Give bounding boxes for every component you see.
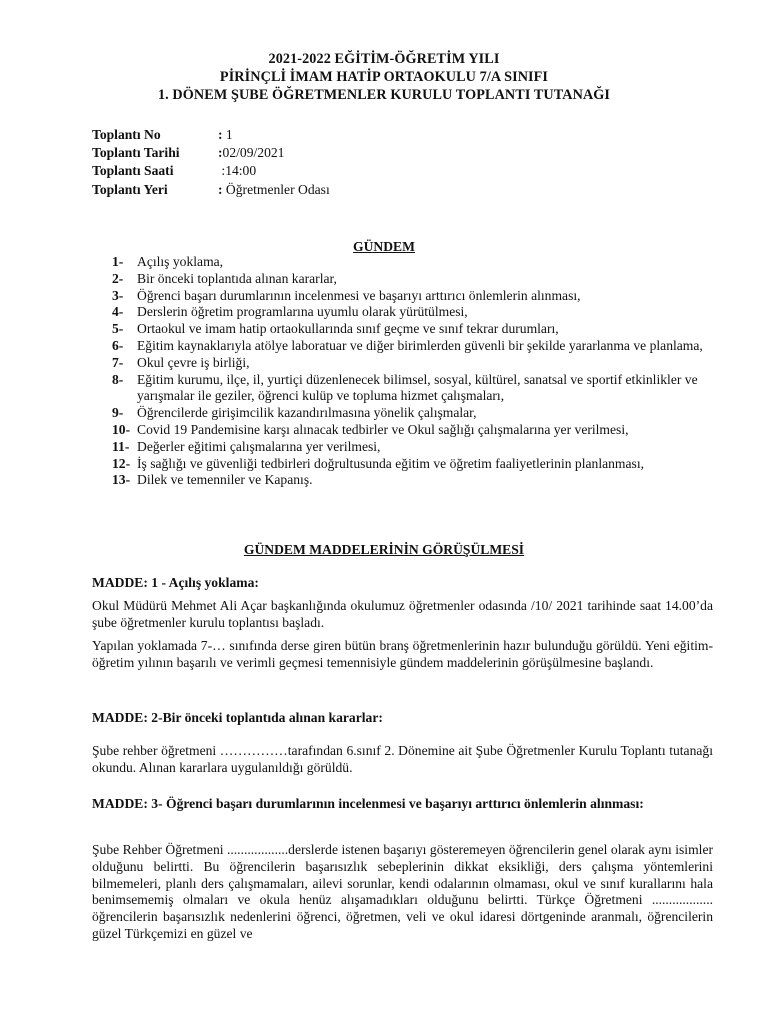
agenda-item [112,254,712,271]
agenda-item-text: Eğitim kaynaklarıyla atölye laboratuar ve diğer birimlerden güvenli bir şekilde yararlanma ve planlama, [137,337,703,353]
agenda-item-number: 2- [112,270,124,286]
meeting-info [92,126,330,199]
agenda-item [112,439,712,456]
meeting-date-sep: : [218,145,223,161]
agenda-item-number: 8- [112,371,124,387]
agenda-item-text: Derslerin öğretim programlarına uyumlu olarak yürütülmesi, [137,304,468,320]
meeting-info-row [92,144,330,162]
agenda-heading: GÜNDEM [353,239,415,254]
agenda-item [112,472,712,489]
agenda-item-text: Öğrencilerde girişimcilik kazandırılmasına yönelik çalışmalar, [137,405,477,421]
meeting-date-value: 02/09/2021 [222,145,285,161]
meeting-time-sep: : [218,163,226,179]
agenda-item-number: 13- [112,472,131,488]
agenda-item-number: 9- [112,405,124,421]
agenda-discussion-heading: GÜNDEM MADDELERİNİN GÖRÜŞÜLMESİ [243,542,525,557]
agenda-item-number: 10- [112,421,131,437]
meeting-date-label: Toplantı Tarihi [92,145,180,161]
header-school-name: PİRİNÇLİ İMAM HATİP ORTAOKULU 7/A SINIFI [219,69,549,85]
item2-paragraph-1: Şube rehber öğretmeni ……………tarafından 6.sınıf 2. Dönemine ait Şube Öğretmenler Kurulu Toplantı tutanağı okundu. Alınan kararlara uygulanıldığı görüldü. [92,743,713,775]
agenda-item [112,456,712,473]
agenda-item-text: Eğitim kurumu, ilçe, il, yurtiçi düzenlenecek bilimsel, sosyal, kültürel, sanatsal ve sportif etkinlikler ve yarışmalar ile geziler, öğrenci kulüp ve topluma hizmet çalışmaları, [137,371,698,404]
meeting-info-row [92,181,330,199]
meeting-no-sep: : [218,127,223,142]
meeting-no-value: 1 [222,127,233,142]
meeting-place-sep: : [218,181,223,197]
header-school-year: 2021-2022 EĞİTİM-ÖĞRETİM YILI [268,51,500,67]
agenda-item-number: 3- [112,287,124,303]
agenda-item-number: 11- [112,438,130,454]
meeting-place-label: Toplantı Yeri [92,181,168,197]
meeting-info-row [92,162,330,180]
meeting-time-label: Toplantı Saati [92,163,174,179]
agenda-item-text: Açılış yoklama, [137,254,224,269]
agenda-item [112,271,712,288]
agenda-item-text: Bir önceki toplantıda alınan kararlar, [137,270,337,286]
agenda-item-text: İş sağlığı ve güvenliği tedbirleri doğrultusunda eğitim ve öğretim faaliyetlerinin planlanması, [137,455,644,471]
agenda-item [112,422,712,439]
agenda-item-number: 1- [112,254,124,269]
agenda-item-number: 12- [112,455,131,471]
item1-paragraph-2: Yapılan yoklamada 7-… sınıfında derse giren bütün branş öğretmenlerinin hazır bulunduğu görüldü. Yeni eğitim-öğretim yılının başarılı ve verimli geçmesi temennisiyle gündem maddelerinin görüşülmesine başlandı. [92,638,713,670]
agenda-item [112,288,712,305]
item3-paragraph-1: Şube Rehber Öğretmeni ..................derslerde istenen başarıyı gösteremeyen öğrencilerin genel olarak aynı isimler olduğunu belirtti. Bu öğrencilerin başarısızlık sebeplerinin dikkat eksikliği, ders çalışma yöntemlerini bilmemeleri, planlı ders çalışmamaları, ailevi sorunlar, kendi odalarının olmaması, okul ve sınıf kurallarını hala benimsememiş olmaları ve okula henüz alışamadıkları olduğunu belirtti. Türkçe Öğretmeni .................. öğrencilerin başarısızlık nedenlerini öğrenci, öğretmen, veli ve okul idaresi dörtgeninde aranmalı, öğrencilerin güzel Türkçemizi en güzel ve [92,842,713,941]
agenda-item-number: 6- [112,337,124,353]
agenda-item-number: 4- [112,304,124,320]
agenda-item [112,405,712,422]
agenda-item-text: Öğrenci başarı durumlarının incelenmesi ve başarıyı arttırıcı önlemlerin alınması, [137,287,581,303]
meeting-place-value: Öğretmenler Odası [222,181,330,197]
document-header [0,50,768,104]
agenda-item-text: Dilek ve temenniler ve Kapanış. [137,472,313,488]
agenda-item-number: 7- [112,354,124,370]
meeting-time-value: 14:00 [225,163,257,179]
item2-title: MADDE: 2-Bir önceki toplantıda alınan kararlar: [92,710,383,725]
agenda-item-text: Değerler eğitimi çalışmalarına yer verilmesi, [137,438,381,454]
item1-title: MADDE: 1 - Açılış yoklama: [92,575,259,590]
item1-paragraph-1: Okul Müdürü Mehmet Ali Açar başkanlığında okulumuz öğretmenler odasında /10/ 2021 tarihinde saat 14.00’da şube öğretmenler kurulu toplantısı başladı. [92,598,713,630]
header-document-title: 1. DÖNEM ŞUBE ÖĞRETMENLER KURULU TOPLANTI TUTANAĞI [157,87,611,103]
meeting-no-label: Toplantı No [92,127,161,142]
agenda-item [112,372,712,406]
agenda-item [112,304,712,321]
agenda-item-text: Covid 19 Pandemisine karşı alınacak tedbirler ve Okul sağlığı çalışmalarına yer verilmesi, [137,421,629,437]
agenda-list [112,254,712,489]
agenda-item-number: 5- [112,321,124,337]
agenda-item [112,321,712,338]
agenda-item [112,355,712,372]
agenda-item-text: Ortaokul ve imam hatip ortaokullarında sınıf geçme ve sınıf tekrar durumları, [137,321,559,337]
item3-title: MADDE: 3- Öğrenci başarı durumlarının incelenmesi ve başarıyı arttırıcı önlemlerin alınması: [92,796,644,811]
meeting-info-row [92,126,330,144]
agenda-item [112,338,712,355]
agenda-item-text: Okul çevre iş birliği, [137,354,250,370]
